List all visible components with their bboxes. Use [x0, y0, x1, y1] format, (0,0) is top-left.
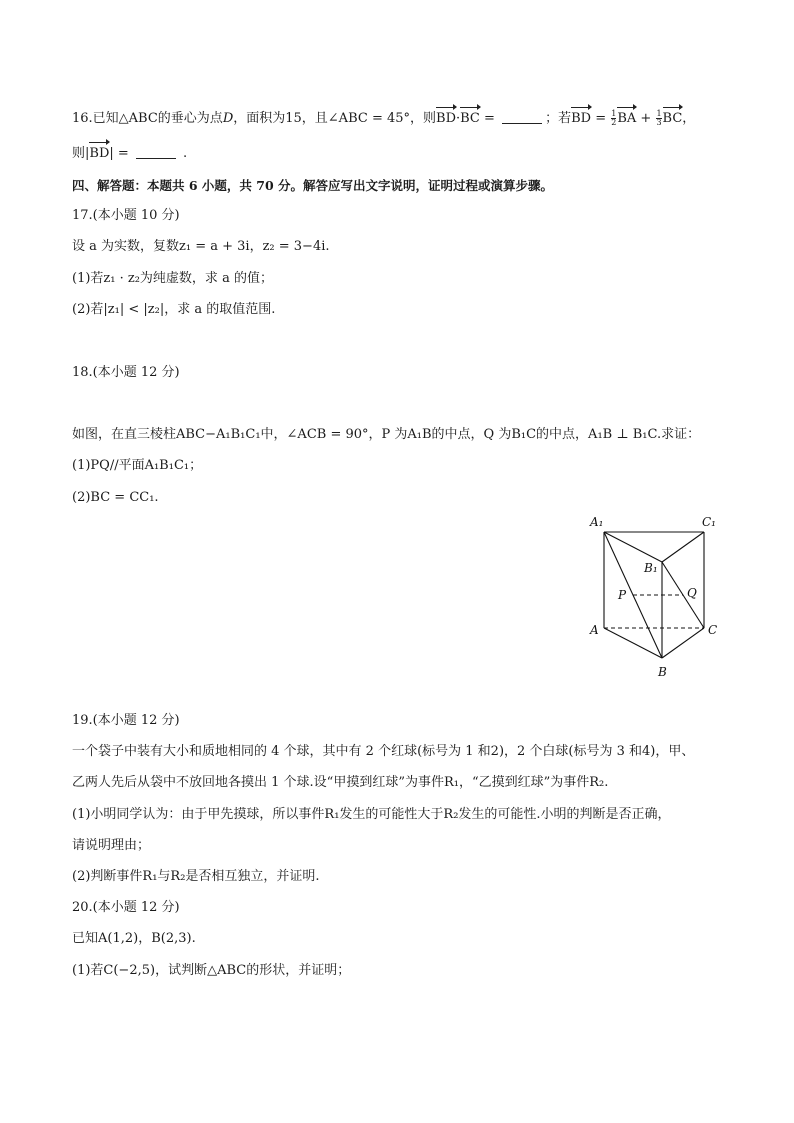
vector-bd: BD — [436, 111, 456, 126]
q19-line2: 乙两人先后从袋中不放回地各摸出 1 个球.设“甲摸到红球”为事件R₁，“乙摸到红球”为事件R₂. — [72, 775, 609, 790]
label-a: A — [590, 623, 599, 637]
label-c: C — [708, 623, 718, 637]
q16-line2-a: 则| — [72, 146, 90, 161]
q17-part1: (1)若z₁ · z₂为纯虚数，求 a 的值； — [72, 271, 273, 286]
q16-line2-b: | = — [109, 146, 133, 161]
q16-point-d: D — [222, 111, 234, 126]
label-q: Q — [687, 586, 697, 600]
q19-part1: (1)小明同学认为：由于甲先摸球，所以事件R₁发生的可能性大于R₂发生的可能性.小明的判断是否正确， — [72, 807, 671, 822]
q16-line2-end: . — [178, 146, 188, 161]
q19-part1-cont: 请说明理由； — [72, 838, 151, 853]
q20-part1: (1)若C(−2,5)，试判断△ABC的形状，并证明； — [72, 963, 351, 978]
vector-bc-2: BC — [662, 111, 683, 126]
q16-line1 — [72, 110, 695, 128]
q19-line1: 一个袋子中装有大小和质地相同的 4 个球，其中有 2 个红球(标号为 1 和2)，2 个白球(标号为 3 和4)，甲、 — [72, 744, 695, 759]
answer-blank-1[interactable] — [502, 111, 542, 124]
q19-heading: 19.(本小题 12 分) — [72, 713, 180, 728]
q17-line1: 设 a 为实数，复数z₁ = a + 3i，z₂ = 3−4i. — [72, 239, 330, 254]
frac2-num: 1 — [656, 109, 662, 118]
prism-figure — [586, 510, 726, 682]
label-p: P — [618, 588, 627, 602]
q16-line2 — [72, 145, 187, 163]
answer-blank-2[interactable] — [136, 146, 176, 159]
q18-line1: 如图，在直三棱柱ABC−A₁B₁C₁中，∠ACB = 90°，P 为A₁B的中点，Q 为B₁C的中点，A₁B ⊥ B₁C.求证： — [72, 427, 701, 442]
q16-eq: = — [479, 111, 500, 126]
section-4-heading: 四、解答题：本题共 6 小题，共 70 分。解答应写出文字说明，证明过程或演算步骤。 — [72, 178, 554, 193]
q20-line1: 已知A(1,2)，B(2,3). — [72, 931, 196, 946]
frac1-num: 1 — [611, 109, 617, 118]
vector-bd-2: BD — [571, 111, 592, 126]
label-b: B — [658, 665, 667, 679]
q18-part1: (1)PQ//平面A₁B₁C₁； — [72, 458, 203, 473]
q19-part2: (2)判断事件R₁与R₂是否相互独立，并证明. — [72, 869, 320, 884]
q16-text-c: ；若 — [545, 111, 572, 126]
q17-part2: (2)若|z₁| < |z₂|，求 a 的取值范围. — [72, 302, 276, 317]
q17-heading: 17.(本小题 10 分) — [72, 208, 180, 223]
q16-text-a: 16.已知△ABC的垂心为点 — [72, 111, 223, 126]
q16-eq2: = — [591, 111, 611, 126]
frac1-den: 2 — [611, 118, 617, 127]
q18-heading: 18.(本小题 12 分) — [72, 365, 180, 380]
label-c1: C₁ — [702, 515, 716, 529]
vector-ba: BA — [617, 111, 637, 126]
label-b1: B₁ — [644, 561, 658, 575]
q16-plus: + — [636, 111, 656, 126]
label-a1: A₁ — [590, 515, 604, 529]
frac2-den: 3 — [656, 118, 662, 127]
q18-part2: (2)BC = CC₁. — [72, 490, 159, 505]
fraction-half — [611, 110, 616, 127]
vector-bc: BC — [460, 111, 480, 126]
vector-bd-3: BD — [89, 146, 110, 161]
fraction-third — [656, 110, 661, 127]
q16-comma: ， — [682, 111, 696, 126]
q20-heading: 20.(本小题 12 分) — [72, 900, 180, 915]
q16-text-b: ，面积为15，且∠ABC = 45°，则 — [233, 111, 437, 126]
q16-dot: · — [456, 111, 461, 126]
